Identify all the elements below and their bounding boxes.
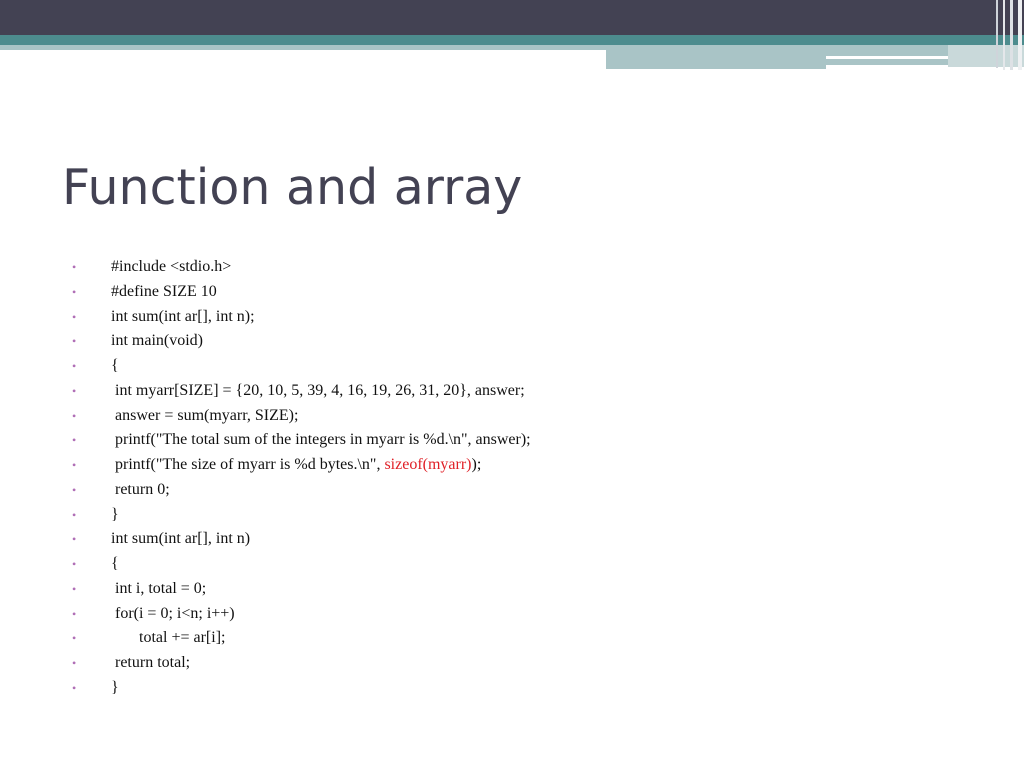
code-line	[72, 453, 972, 478]
header-band-dark	[0, 0, 1024, 35]
bullet-icon: •	[72, 309, 77, 324]
code-line	[72, 305, 972, 330]
header-vertical-stripe	[996, 0, 998, 68]
header-band-light-left	[0, 45, 606, 50]
code-line	[72, 404, 972, 429]
bullet-icon: •	[72, 631, 77, 646]
code-text: {	[111, 357, 119, 374]
bullet-icon: •	[72, 383, 77, 398]
code-line	[72, 329, 972, 354]
bullet-icon: •	[72, 260, 77, 274]
code-text-highlight: sizeof(myarr)	[384, 456, 472, 473]
code-text-before: printf("The size of myarr is %d bytes.\n",	[111, 456, 385, 473]
code-bullet-list	[72, 255, 972, 701]
code-line	[72, 428, 972, 453]
slide-title: Function and array	[62, 159, 523, 216]
bullet-icon: •	[72, 284, 77, 299]
bullet-icon: •	[72, 507, 77, 522]
code-line	[72, 478, 972, 503]
code-text: return total;	[111, 654, 191, 671]
bullet-icon: •	[72, 581, 77, 596]
bullet-icon: •	[72, 458, 77, 472]
code-line	[72, 602, 972, 627]
code-text: int myarr[SIZE] = {20, 10, 5, 39, 4, 16, 19, 26, 31, 20}, answer;	[111, 381, 525, 399]
code-line	[72, 552, 972, 577]
code-line	[72, 651, 972, 676]
bullet-icon: •	[72, 532, 77, 547]
code-line	[72, 354, 972, 379]
code-line	[72, 255, 972, 280]
code-text: #define SIZE 10	[111, 282, 217, 300]
bullet-icon: •	[72, 408, 77, 423]
code-text: int i, total = 0;	[111, 579, 207, 597]
bullet-icon: •	[72, 606, 77, 621]
code-text: }	[111, 505, 119, 523]
code-text: {	[111, 555, 119, 572]
code-line	[72, 503, 972, 528]
bullet-icon: •	[72, 680, 77, 695]
code-line	[72, 577, 972, 602]
header-white-line	[826, 56, 948, 59]
code-text: printf("The total sum of the integers in myarr is %d.\n", answer);	[111, 431, 531, 449]
code-text-after: );	[471, 456, 482, 473]
code-text: int sum(int ar[], int n);	[111, 307, 255, 325]
bullet-icon: •	[72, 557, 77, 571]
code-text: int main(void)	[111, 332, 203, 350]
bullet-icon: •	[72, 656, 77, 670]
code-text: int sum(int ar[], int n)	[111, 530, 251, 548]
code-text: total += ar[i];	[111, 629, 226, 647]
bullet-icon: •	[72, 334, 77, 349]
code-text: }	[111, 678, 119, 696]
code-line	[72, 626, 972, 651]
code-text: answer = sum(myarr, SIZE);	[111, 406, 299, 424]
header-band-teal	[0, 35, 1024, 45]
header-vertical-stripe	[1010, 0, 1013, 70]
code-line	[72, 527, 972, 552]
code-text	[111, 453, 481, 478]
code-text: #include <stdio.h>	[111, 258, 232, 275]
code-line	[72, 280, 972, 305]
code-line	[72, 676, 972, 701]
code-line	[72, 379, 972, 404]
header-vertical-stripe	[1003, 0, 1005, 70]
bullet-icon: •	[72, 433, 77, 448]
code-text: return 0;	[111, 480, 170, 498]
header-vertical-stripe	[1018, 0, 1022, 70]
header-light-strip	[606, 65, 826, 69]
bullet-icon: •	[72, 482, 77, 497]
code-text: for(i = 0; i<n; i++)	[111, 604, 235, 622]
bullet-icon: •	[72, 359, 77, 373]
